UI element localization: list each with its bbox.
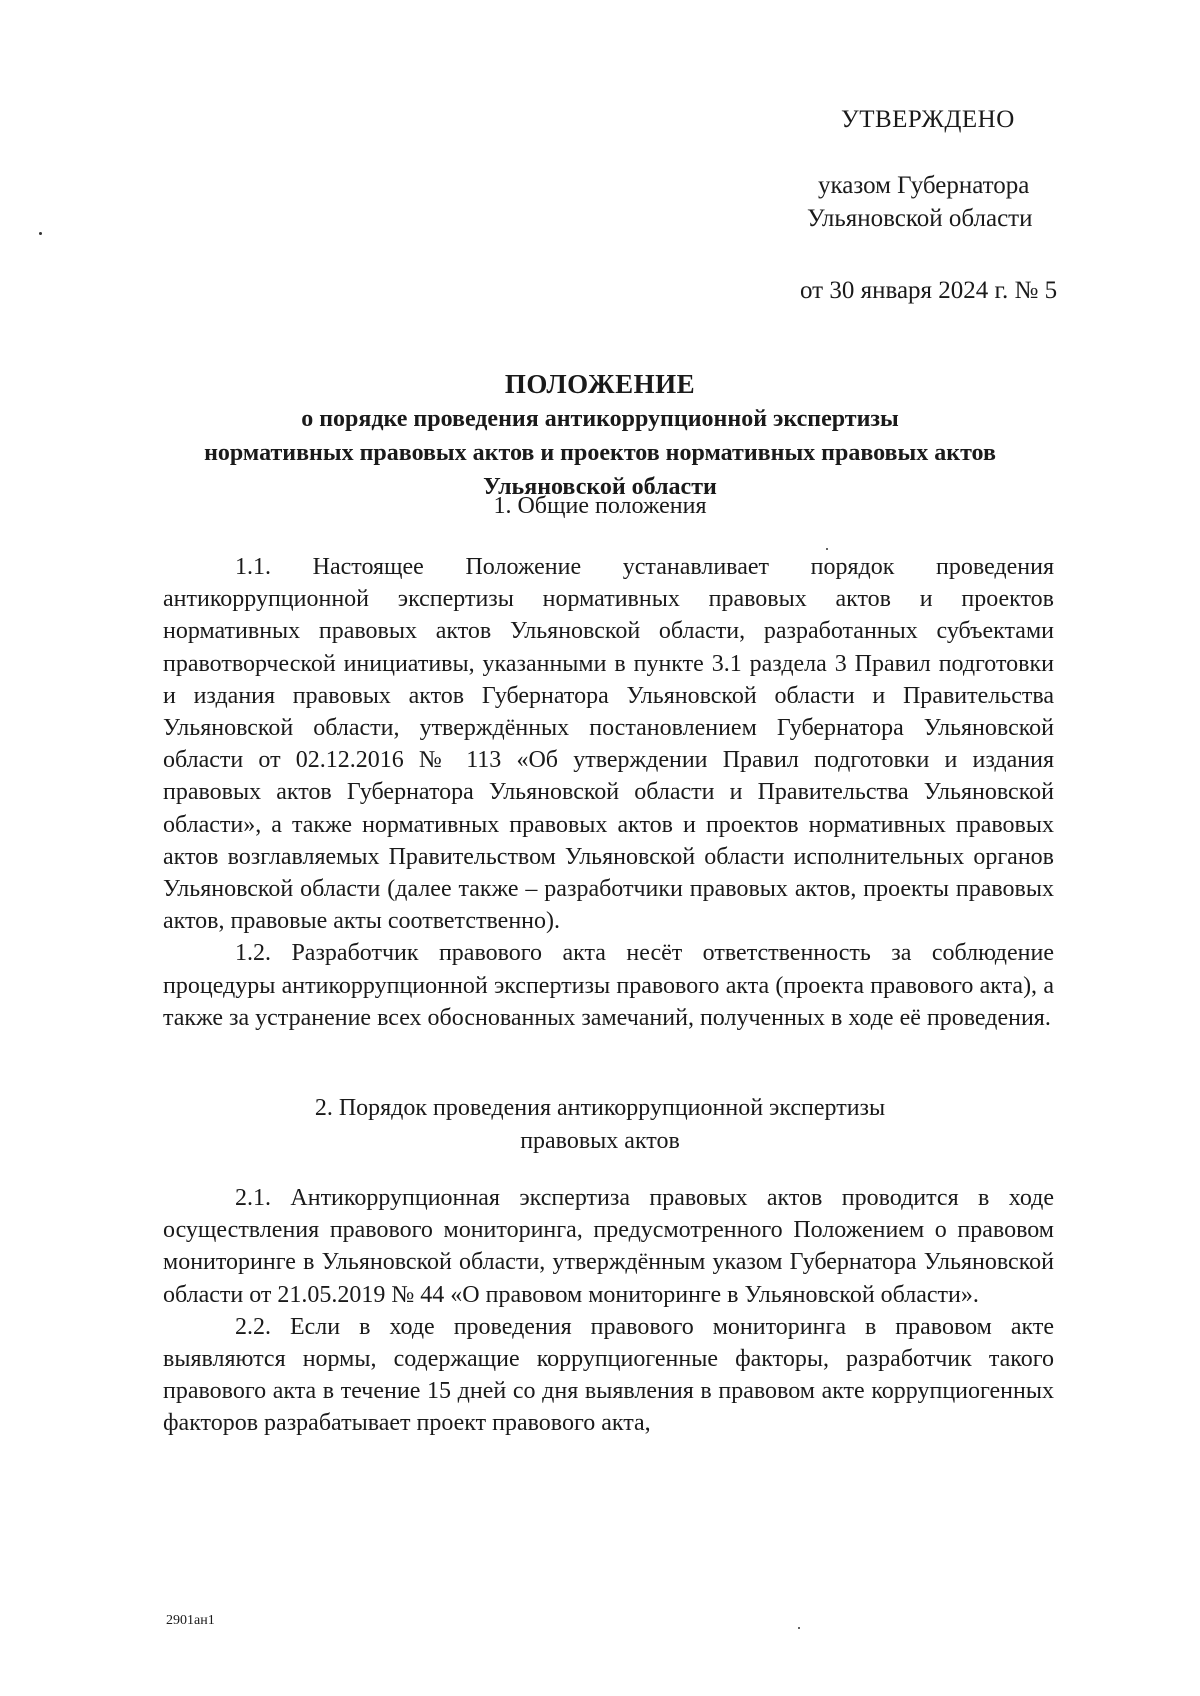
title-line-2: нормативных правовых актов и проектов нормативных правовых актов bbox=[204, 440, 996, 466]
paragraph-1-2: 1.2. Разработчик правового акта несёт ответственность за соблюдение процедуры антикоррупционной экспертизы правового акта (проекта правового акта), а также за устранение всех обоснованных замечаний, полученных в ходе её проведения. bbox=[163, 940, 1054, 1031]
scan-speck bbox=[826, 548, 828, 550]
decree-date: от 30 января 2024 г. № 5 bbox=[800, 277, 1058, 304]
approved-label: УТВЕРЖДЕНО bbox=[841, 106, 1015, 133]
title-line-1: о порядке проведения антикоррупционной экспертизы bbox=[301, 406, 899, 432]
scan-speck bbox=[798, 1627, 800, 1629]
paragraph-2-1: 2.1. Антикоррупционная экспертиза правовых актов проводится в ходе осуществления правового мониторинга, предусмотренного Положением о правовом мониторинге в Ульяновской области, утверждённым указом Губернатора Ульяновской области от 21.05.2019 № 44 «О правовом мониторинге в Ульяновской области». bbox=[163, 1185, 1054, 1308]
section-2-heading-line-1: 2. Порядок проведения антикоррупционной экспертизы bbox=[314, 1095, 886, 1121]
section-2-heading bbox=[150, 1092, 1050, 1158]
paragraph-2-2: 2.2. Если в ходе проведения правового мониторинга в правовом акте выявляются нормы, содержащие коррупциогенные факторы, разработчик такого правового акта в течение 15 дней со дня выявления в правовом акте коррупциогенных факторов разрабатывает проект правового акта, bbox=[163, 1313, 1054, 1437]
decree-line-1: указом Губернатора bbox=[818, 172, 1030, 199]
section-1-body bbox=[163, 551, 1054, 1034]
paragraph-1-1: 1.1. Настоящее Положение устанавливает порядок проведения антикоррупционной экспертизы нормативных правовых актов и проектов нормативных правовых актов Ульяновской области, разработанных субъектами правотворческой инициативы, указанными в пункте 3.1 раздела 3 Правил подготовки и издания правовых актов Губернатора Ульяновской области и Правительства Ульяновской области, утверждённых постановлением Губернатора Ульяновской области от 02.12.2016 № 113 «Об утверждении Правил подготовки и издания правовых актов Губернатора Ульяновской области и Правительства Ульяновской области», а также нормативных правовых актов и проектов нормативных правовых актов возглавляемых Правительством Ульяновской области исполнительных органов Ульяновской области (далее также – разработчики правовых актов, проекты правовых актов, правовые акты соответственно). bbox=[163, 554, 1054, 935]
title-line-3: Ульяновской области bbox=[483, 474, 717, 500]
title-main: ПОЛОЖЕНИЕ bbox=[504, 369, 696, 399]
document-title bbox=[150, 366, 1050, 504]
decree-line-2: Ульяновской области bbox=[807, 205, 1033, 232]
scan-speck bbox=[39, 232, 42, 235]
section-2-heading-line-2: правовых актов bbox=[520, 1128, 680, 1154]
document-code: 2901ан1 bbox=[166, 1613, 215, 1628]
section-1-heading: 1. Общие положения bbox=[493, 493, 707, 519]
section-2-body bbox=[163, 1182, 1054, 1440]
